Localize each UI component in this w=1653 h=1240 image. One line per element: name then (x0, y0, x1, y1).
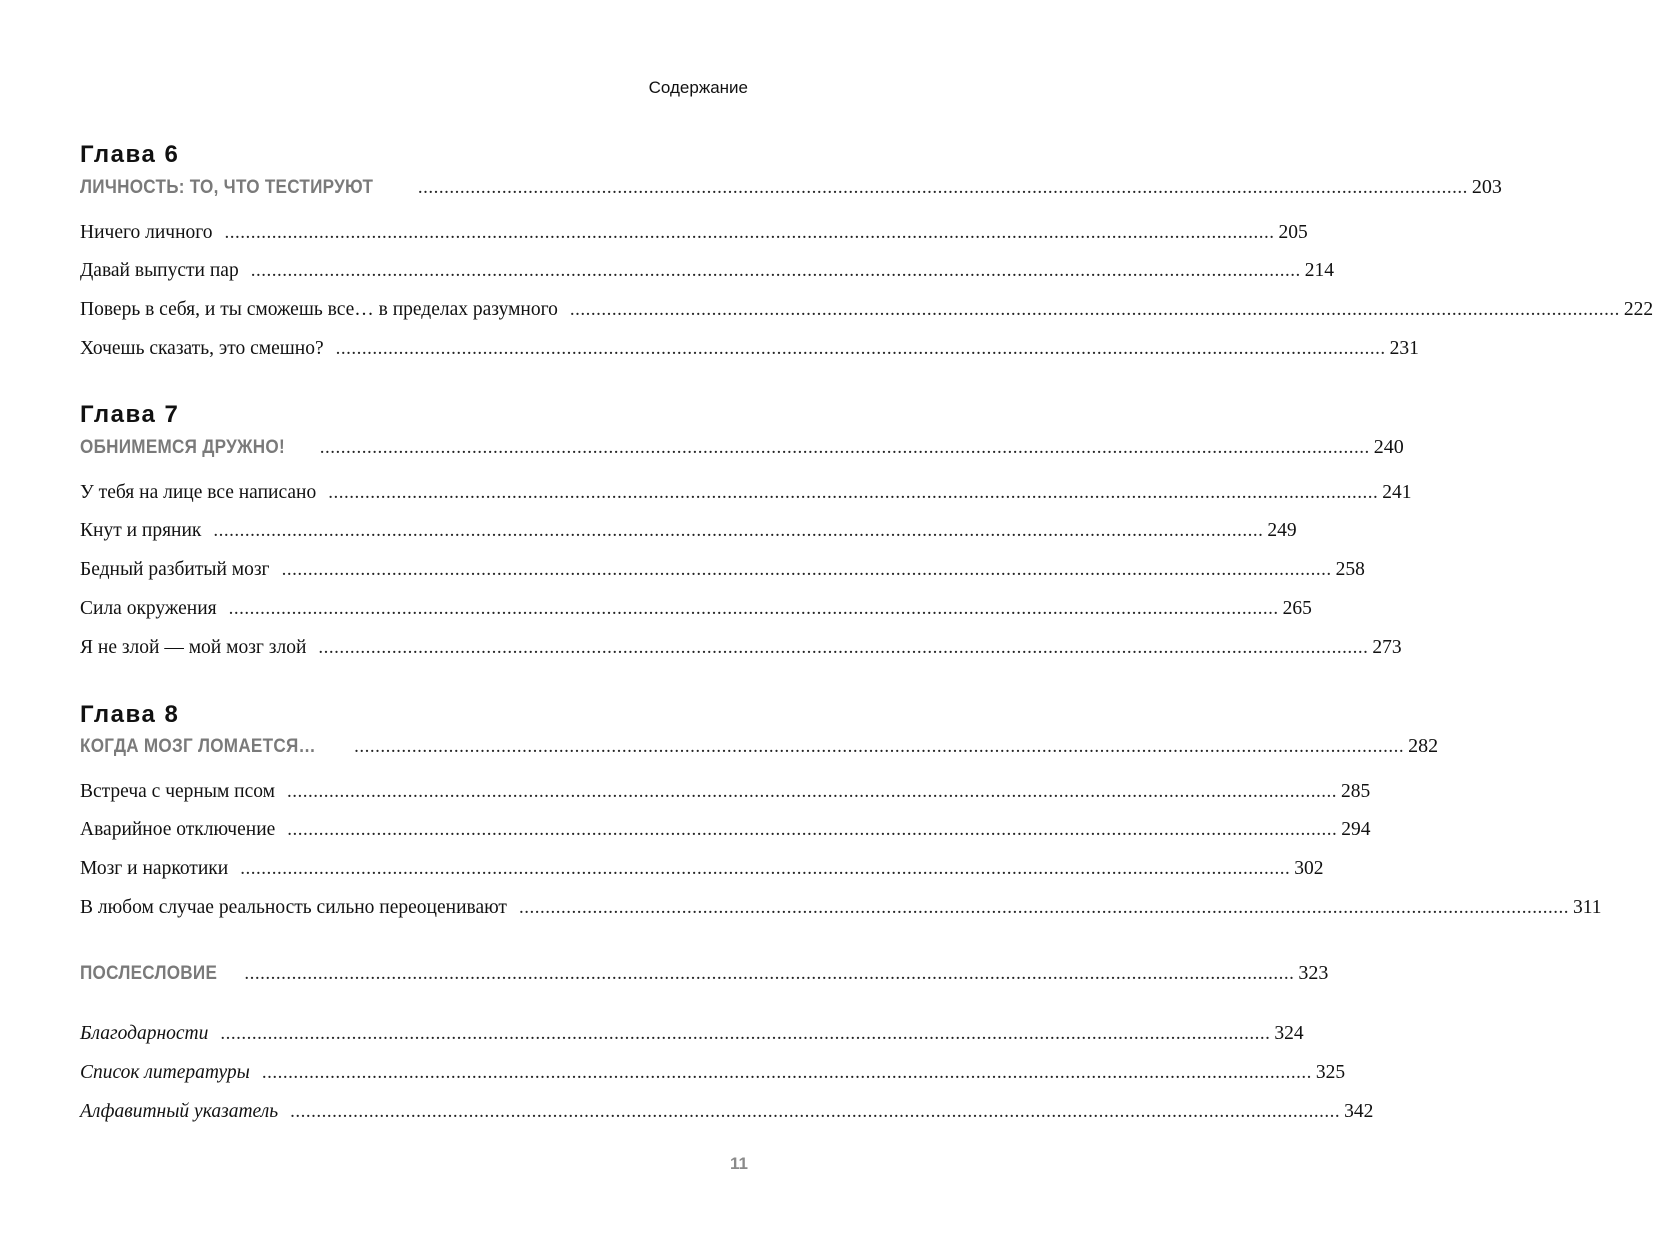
toc-page-number: 258 (1335, 559, 1365, 580)
toc-page-number: 342 (1344, 1101, 1374, 1122)
toc-page-number: 214 (1304, 260, 1334, 281)
toc-section-row[interactable] (80, 962, 1329, 985)
running-head: Содержание (648, 78, 748, 97)
dot-leader: ........................................................................................................................................................................................................ (224, 222, 1275, 243)
toc-entry-row[interactable] (80, 858, 1324, 880)
dot-leader: ........................................................................................................................................................................................................ (220, 1023, 1271, 1044)
dot-leader: ........................................................................................................................................................................................................ (213, 520, 1264, 541)
toc-back-matter-row[interactable] (80, 1023, 1304, 1045)
page-number: 11 (730, 1154, 748, 1173)
toc-entry-title: Бедный разбитый мозг (80, 559, 270, 580)
toc-page-number: 273 (1372, 637, 1402, 658)
toc-page-number: 231 (1389, 338, 1419, 359)
toc-entry-row[interactable] (80, 520, 1297, 542)
toc-page-number: 203 (1471, 176, 1502, 198)
toc-section-row[interactable] (80, 176, 1502, 199)
dot-leader: ........................................................................................................................................................................................................ (328, 482, 1379, 503)
toc-entry-title: Кнут и пряник (80, 520, 202, 541)
toc-page-number: 302 (1294, 858, 1324, 879)
toc-page-number: 222 (1623, 299, 1653, 320)
toc-entry-title: Я не злой — мой мозг злой (80, 637, 307, 658)
toc-entry-row[interactable] (80, 559, 1365, 581)
toc-entry-row[interactable] (80, 222, 1308, 244)
toc-entry-title: Поверь в себя, и ты сможешь все… в пределах разумного (80, 299, 558, 320)
toc-page-number: 285 (1340, 781, 1371, 802)
toc-entry-row[interactable] (80, 482, 1412, 504)
toc-entry-title: Аварийное отключение (80, 819, 276, 840)
dot-leader: ........................................................................................................................................................................................................ (569, 299, 1620, 320)
dot-leader: ........................................................................................................................................................................................................ (281, 559, 1332, 580)
dot-leader: ........................................................................................................................................................................................................ (319, 437, 1370, 458)
toc-entry-row[interactable] (80, 260, 1334, 282)
toc-entry-title: Ничего личного (80, 222, 213, 243)
toc-section-title: КОГДА МОЗГ ЛОМАЕТСЯ… (80, 736, 316, 757)
toc-entry-title: Давай выпусти пар (80, 260, 239, 281)
dot-leader: ........................................................................................................................................................................................................ (286, 781, 1337, 802)
toc-entry-title: Встреча с черным псом (80, 781, 275, 802)
dot-leader: ........................................................................................................................................................................................................ (261, 1062, 1312, 1083)
toc-page-number: 294 (1341, 819, 1371, 840)
toc-page-number: 265 (1282, 598, 1312, 619)
chapter-heading: Глава 6 (80, 141, 180, 168)
dot-leader: ........................................................................................................................................................................................................ (518, 897, 1569, 918)
toc-section-title: ПОСЛЕСЛОВИЕ (80, 963, 218, 984)
toc-entry-title: В любом случае реальность сильно переоценивают (80, 897, 507, 918)
dot-leader: ........................................................................................................................................................................................................ (228, 598, 1279, 619)
toc-back-matter-row[interactable] (80, 1062, 1346, 1084)
toc-page-number: 249 (1267, 520, 1297, 541)
dot-leader: ........................................................................................................................................................................................................ (250, 260, 1301, 281)
toc-entry-title: Хочешь сказать, это смешно? (80, 338, 324, 359)
dot-leader: ........................................................................................................................................................................................................ (318, 637, 1369, 658)
dot-leader: ........................................................................................................................................................................................................ (287, 819, 1338, 840)
dot-leader: ........................................................................................................................................................................................................ (244, 963, 1295, 984)
toc-section-title: ЛИЧНОСТЬ: ТО, ЧТО ТЕСТИРУЮТ (80, 177, 374, 198)
toc-entry-row[interactable] (80, 819, 1371, 841)
toc-entry-row[interactable] (80, 781, 1371, 803)
toc-entry-title: Список литературы (80, 1062, 250, 1083)
toc-entry-title: Сила окружения (80, 598, 217, 619)
dot-leader: ........................................................................................................................................................................................................ (240, 858, 1291, 879)
dot-leader: ........................................................................................................................................................................................................ (354, 736, 1405, 757)
toc-entry-row[interactable] (80, 637, 1402, 659)
toc-back-matter-row[interactable] (80, 1101, 1374, 1123)
toc-page-number: 240 (1373, 436, 1404, 458)
toc-entry-title: У тебя на лице все написано (80, 482, 317, 503)
toc-page-number: 325 (1315, 1062, 1346, 1083)
toc-entry-title: Мозг и наркотики (80, 858, 229, 879)
dot-leader: ........................................................................................................................................................................................................ (290, 1101, 1341, 1122)
toc-entry-title: Благодарности (80, 1023, 209, 1044)
dot-leader: ........................................................................................................................................................................................................ (335, 338, 1386, 359)
toc-entry-row[interactable] (80, 338, 1419, 360)
toc-page-number: 205 (1278, 222, 1308, 243)
toc-page-number: 323 (1298, 962, 1329, 984)
toc-page-number: 311 (1572, 897, 1602, 918)
chapter-heading: Глава 7 (80, 401, 180, 428)
toc-page-number: 241 (1382, 482, 1412, 503)
dot-leader: ........................................................................................................................................................................................................ (417, 177, 1468, 198)
toc-page-number: 282 (1408, 735, 1439, 757)
toc-entry-row[interactable] (80, 897, 1602, 919)
chapter-heading: Глава 8 (80, 701, 180, 728)
toc-section-row[interactable] (80, 735, 1439, 758)
toc-entry-row[interactable] (80, 598, 1312, 620)
toc-page-number: 324 (1274, 1023, 1304, 1044)
toc-section-row[interactable] (80, 436, 1404, 459)
toc-entry-row[interactable] (80, 299, 1653, 321)
toc-section-title: ОБНИМЕМСЯ ДРУЖНО! (80, 437, 285, 458)
toc-entry-title: Алфавитный указатель (80, 1101, 279, 1122)
